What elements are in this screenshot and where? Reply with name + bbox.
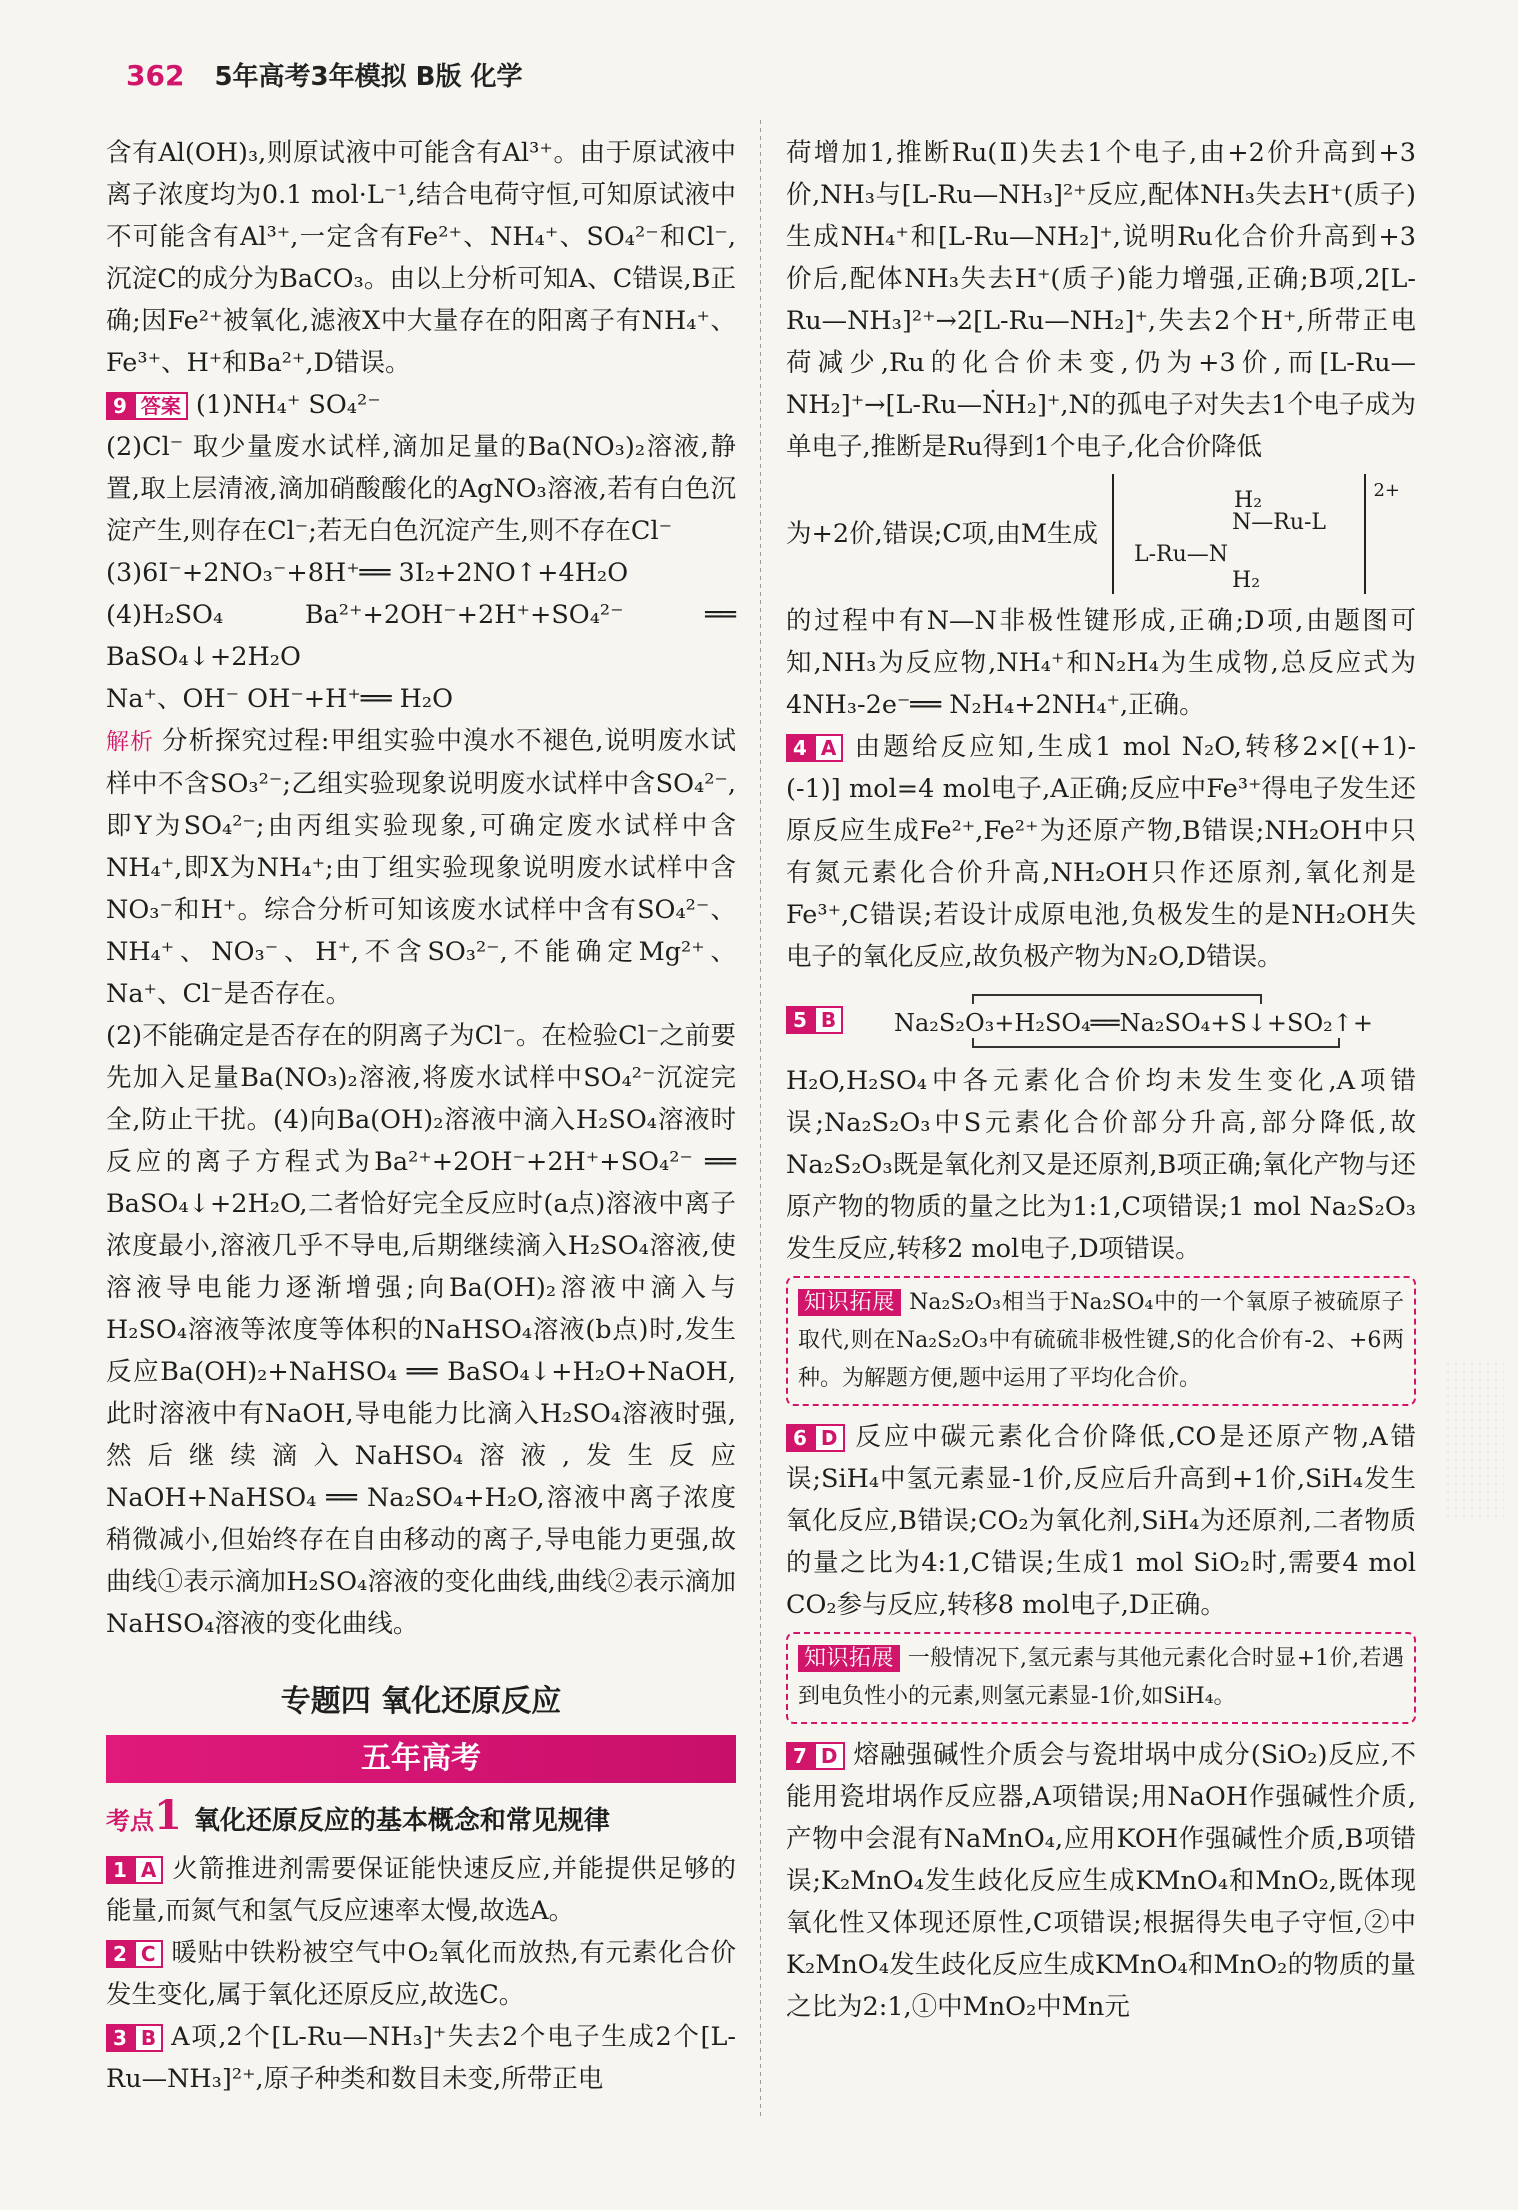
q5-answer: B: [814, 1006, 843, 1034]
structure-line: [786, 468, 1416, 600]
q5-equation: Na₂S₂O₃+H₂SO₄══Na₂SO₄+S↓+SO₂↑+: [894, 1009, 1373, 1037]
q6-item: [786, 1416, 1416, 1626]
q4-number: 4: [786, 734, 814, 762]
q5-badge: [786, 1006, 843, 1034]
structure-h2-top: H₂: [1234, 488, 1263, 513]
q7-badge: [786, 1742, 845, 1770]
q9-answer-3: (3)6I⁻+2NO₃⁻+8H⁺══ 3I₂+2NO↑+4H₂O: [106, 558, 629, 588]
q4-text: 由题给反应知,生成1 mol N₂O,转移2×[(+1)-(-1)] mol=4 mol电子,A正确;反应中Fe³⁺得电子发生还原反应生成Fe²⁺,Fe²⁺为还原产物,B错误;NH₂OH中只有氮元素化合价升高,NH₂OH只作还原剂,氧化剂是Fe³⁺,C错误;若设计成原电池,负极发生的是NH₂OH失电子的氧化反应,故负极产物为N₂O,D错误。: [786, 732, 1416, 972]
analysis-2: (2)不能确定是否存在的阴离子为Cl⁻。在检验Cl⁻之前要先加入足量Ba(NO₃)₂溶液,将废水试样中SO₄²⁻沉淀完全,防止干扰。(4)向Ba(OH)₂溶液中滴入H₂SO₄溶液时反应的离子方程式为Ba²⁺+2OH⁻+2H⁺+SO₄²⁻ ══ BaSO₄↓+2H₂O,二者恰好完全反应时(a点)溶液中离子浓度最小,溶液几乎不导电,后期继续滴入H₂SO₄溶液,使溶液导电能力逐渐增强;向Ba(OH)₂溶液中滴入与H₂SO₄溶液等浓度等体积的NaHSO₄溶液(b点)时,发生反应Ba(OH)₂+NaHSO₄ ══ BaSO₄↓+H₂O+NaOH,此时溶液中有NaOH,导电能力比滴入H₂SO₄溶液时强,然后继续滴入NaHSO₄溶液,发生反应NaOH+NaHSO₄ ══ Na₂SO₄+H₂O,溶液中离子浓度稍微减小,但始终存在自由移动的离子,导电能力更强,故曲线①表示滴加H₂SO₄溶液的变化曲线,曲线②表示滴加NaHSO₄溶液的变化曲线。: [106, 1021, 736, 1639]
paragraph: 含有Al(OH)₃,则原试液中可能含有Al³⁺。由于原试液中离子浓度均为0.1 mol·L⁻¹,结合电荷守恒,可知原试液中不可能含有Al³⁺,一定含有Fe²⁺、NH₄⁺、SO₄²⁻和Cl⁻,沉淀C的成分为BaCO₃。由以上分析可知A、C错误,B正确;因Fe²⁺被氧化,滤液X中大量存在的阳离子有NH₄⁺、Fe³⁺、H⁺和Ba²⁺,D错误。: [106, 138, 736, 378]
q3-item: [106, 2016, 736, 2100]
q3-answer: B: [134, 2024, 163, 2052]
knowledge-extension-box: [786, 1276, 1416, 1406]
book-title: 5年高考3年模拟 B版 化学: [214, 62, 523, 92]
analysis-1: [106, 720, 736, 1015]
q7-number: 7: [786, 1742, 814, 1770]
q4-badge: [786, 734, 843, 762]
q2-number: 2: [106, 1940, 134, 1968]
q6-answer: D: [814, 1424, 845, 1452]
structure-lead-text: 为+2价,错误;C项,由M生成: [786, 519, 1099, 549]
q5-number: 5: [786, 1006, 814, 1034]
q2-text: 暖贴中铁粉被空气中O₂氧化而放热,有元素化合价发生变化,属于氧化还原反应,故选C。: [106, 1938, 736, 2010]
q2-item: [106, 1932, 736, 2016]
q2-answer: C: [134, 1940, 163, 1968]
q9-answer-2: (2)Cl⁻ 取少量废水试样,滴加足量的Ba(NO₃)₂溶液,静置,取上层清液,滴加硝酸酸化的AgNO₃溶液,若有白色沉淀产生,则存在Cl⁻;若无白色沉淀产生,则不存在Cl⁻: [106, 432, 736, 546]
ext-text: 一般情况下,氢元素与其他元素化合时显+1价,若遇到电负性小的元素,则氢元素显-1价,如SiH₄。: [798, 1646, 1404, 1709]
q5-text: H₂O,H₂SO₄中各元素化合价均未发生变化,A项错误;Na₂S₂O₃中S元素化合价部分升高,部分降低,故Na₂S₂O₃既是氧化剂又是还原剂,B项正确;氧化产物与还原产物的物质的量之比为1:1,C项错误;1 mol Na₂S₂O₃发生反应,转移2 mol电子,D项错误。: [786, 1066, 1416, 1264]
q1-badge: [106, 1856, 163, 1884]
scan-artifact: [1444, 1360, 1504, 1520]
kp-prefix: 考点: [106, 1807, 154, 1835]
q9-answer-5: Na⁺、OH⁻ OH⁻+H⁺══ H₂O: [106, 684, 454, 714]
right-column: [786, 132, 1416, 2028]
paragraph: 荷增加1,推断Ru(Ⅱ)失去1个电子,由+2价升高到+3价,NH₃与[L-Ru—NH₃]²⁺反应,配体NH₃失去H⁺(质子)生成NH₄⁺和[L-Ru—NH₂]⁺,说明Ru化合价升高到+3价后,配体NH₃失去H⁺(质子)能力增强,正确;B项,2[L-Ru—NH₃]²⁺→2[L-Ru—NH₂]⁺,失去2个H⁺,所带正电荷减少,Ru的化合价未变,仍为+3价,而[L-Ru—NH₂]⁺→[L-Ru—ṄH₂]⁺,N的孤电子对失去1个电子成为单电子,推断是Ru得到1个电子,化合价降低: [786, 138, 1416, 462]
q1-answer: A: [134, 1856, 163, 1884]
q1-item: [106, 1848, 736, 1932]
q7-item: [786, 1734, 1416, 2028]
q9-answer-line: [106, 384, 736, 426]
paragraph: 的过程中有N—N非极性键形成,正确;D项,由题图可知,NH₃为反应物,NH₄⁺和N₂H₄为生成物,总反应式为4NH₃-2e⁻══ N₂H₄+2NH₄⁺,正确。: [786, 606, 1416, 720]
answer-tag: 答案: [134, 392, 188, 420]
ext-tag: 知识拓展: [798, 1645, 900, 1672]
q3-badge: [106, 2024, 163, 2052]
page-header: [126, 56, 523, 100]
ext-tag: 知识拓展: [798, 1289, 901, 1316]
section-banner: 五年高考: [106, 1735, 736, 1783]
kp-title: 氧化还原反应的基本概念和常见规律: [193, 1806, 610, 1836]
kp-number: 1: [154, 1792, 182, 1839]
q1-number: 1: [106, 1856, 134, 1884]
electron-transfer-arrow-bottom: [972, 1038, 1340, 1048]
analysis-label: 解析: [106, 729, 154, 755]
column-divider: [760, 120, 761, 2120]
q1-text: 火箭推进剂需要保证能快速反应,并能提供足够的能量,而氮气和氢气反应速率太慢,故选A。: [106, 1854, 736, 1926]
structure-left: L-Ru—N: [1134, 542, 1229, 567]
q9-answer-4: (4)H₂SO₄ Ba²⁺+2OH⁻+2H⁺+SO₄²⁻ ══ BaSO₄↓+2H₂O: [106, 600, 736, 672]
left-column: [106, 132, 736, 2100]
q6-number: 6: [786, 1424, 814, 1452]
structure-h2-bottom: H₂: [1232, 568, 1261, 593]
knowledge-extension-box: [786, 1632, 1416, 1724]
q4-answer: A: [814, 734, 843, 762]
q7-answer: D: [814, 1742, 845, 1770]
page-number: 362: [126, 59, 185, 92]
q4-item: [786, 726, 1416, 978]
ext-text: Na₂S₂O₃相当于Na₂SO₄中的一个氧原子被硫原子取代,则在Na₂S₂O₃中有硫硫非极性键,S的化合价有-2、+6两种。为解题方便,题中运用了平均化合价。: [798, 1290, 1404, 1391]
section-title: 专题四 氧化还原反应: [280, 1684, 562, 1719]
q9-answer-1: (1)NH₄⁺ SO₄²⁻: [195, 390, 381, 420]
analysis-text: 分析探究过程:甲组实验中溴水不褪色,说明废水试样中不含SO₃²⁻;乙组实验现象说明废水试样中含SO₄²⁻,即Y为SO₄²⁻;由丙组实验现象,可确定废水试样中含NH₄⁺,即X为NH₄⁺;由丁组实验现象说明废水试样中含NO₃⁻和H⁺。综合分析可知该废水试样中含有SO₄²⁻、NH₄⁺、NO₃⁻、H⁺,不含SO₃²⁻,不能确定Mg²⁺、Na⁺、Cl⁻是否存在。: [106, 726, 736, 1009]
q7-text: 熔融强碱性介质会与瓷坩埚中成分(SiO₂)反应,不能用瓷坩埚作反应器,A项错误;用NaOH作强碱性介质,产物中会混有NaMnO₄,应用KOH作强碱性介质,B项错误;K₂MnO₄发生歧化反应生成KMnO₄和MnO₂,既体现氧化性又体现还原性,C项错误;根据得失电子守恒,②中K₂MnO₄发生歧化反应生成KMnO₄和MnO₂的物质的量之比为2:1,①中MnO₂中Mn元: [786, 1740, 1416, 2022]
q6-badge: [786, 1424, 845, 1452]
q6-text: 反应中碳元素化合价降低,CO是还原产物,A错误;SiH₄中氢元素显-1价,反应后升高到+1价,SiH₄发生氧化反应,B错误;CO₂为氧化剂,SiH₄为还原剂,二者物质的量之比为4:1,C错误;生成1 mol SiO₂时,需要4 mol CO₂参与反应,转移8 mol电子,D正确。: [786, 1422, 1416, 1620]
q2-badge: [106, 1940, 163, 1968]
q3-text: A项,2个[L-Ru—NH₃]⁺失去2个电子生成2个[L-Ru—NH₃]²⁺,原子种类和数目未变,所带正电: [106, 2022, 736, 2094]
q9-badge: [106, 392, 188, 420]
q9-number: 9: [106, 392, 134, 420]
structure-charge: 2+: [1373, 480, 1401, 501]
structure-n-top: N—Ru-L: [1232, 510, 1327, 535]
q3-number: 3: [106, 2024, 134, 2052]
q5-equation-block: [786, 978, 1416, 1060]
structure-formula: [1112, 474, 1401, 594]
knowledge-point-heading: [106, 1792, 736, 1842]
